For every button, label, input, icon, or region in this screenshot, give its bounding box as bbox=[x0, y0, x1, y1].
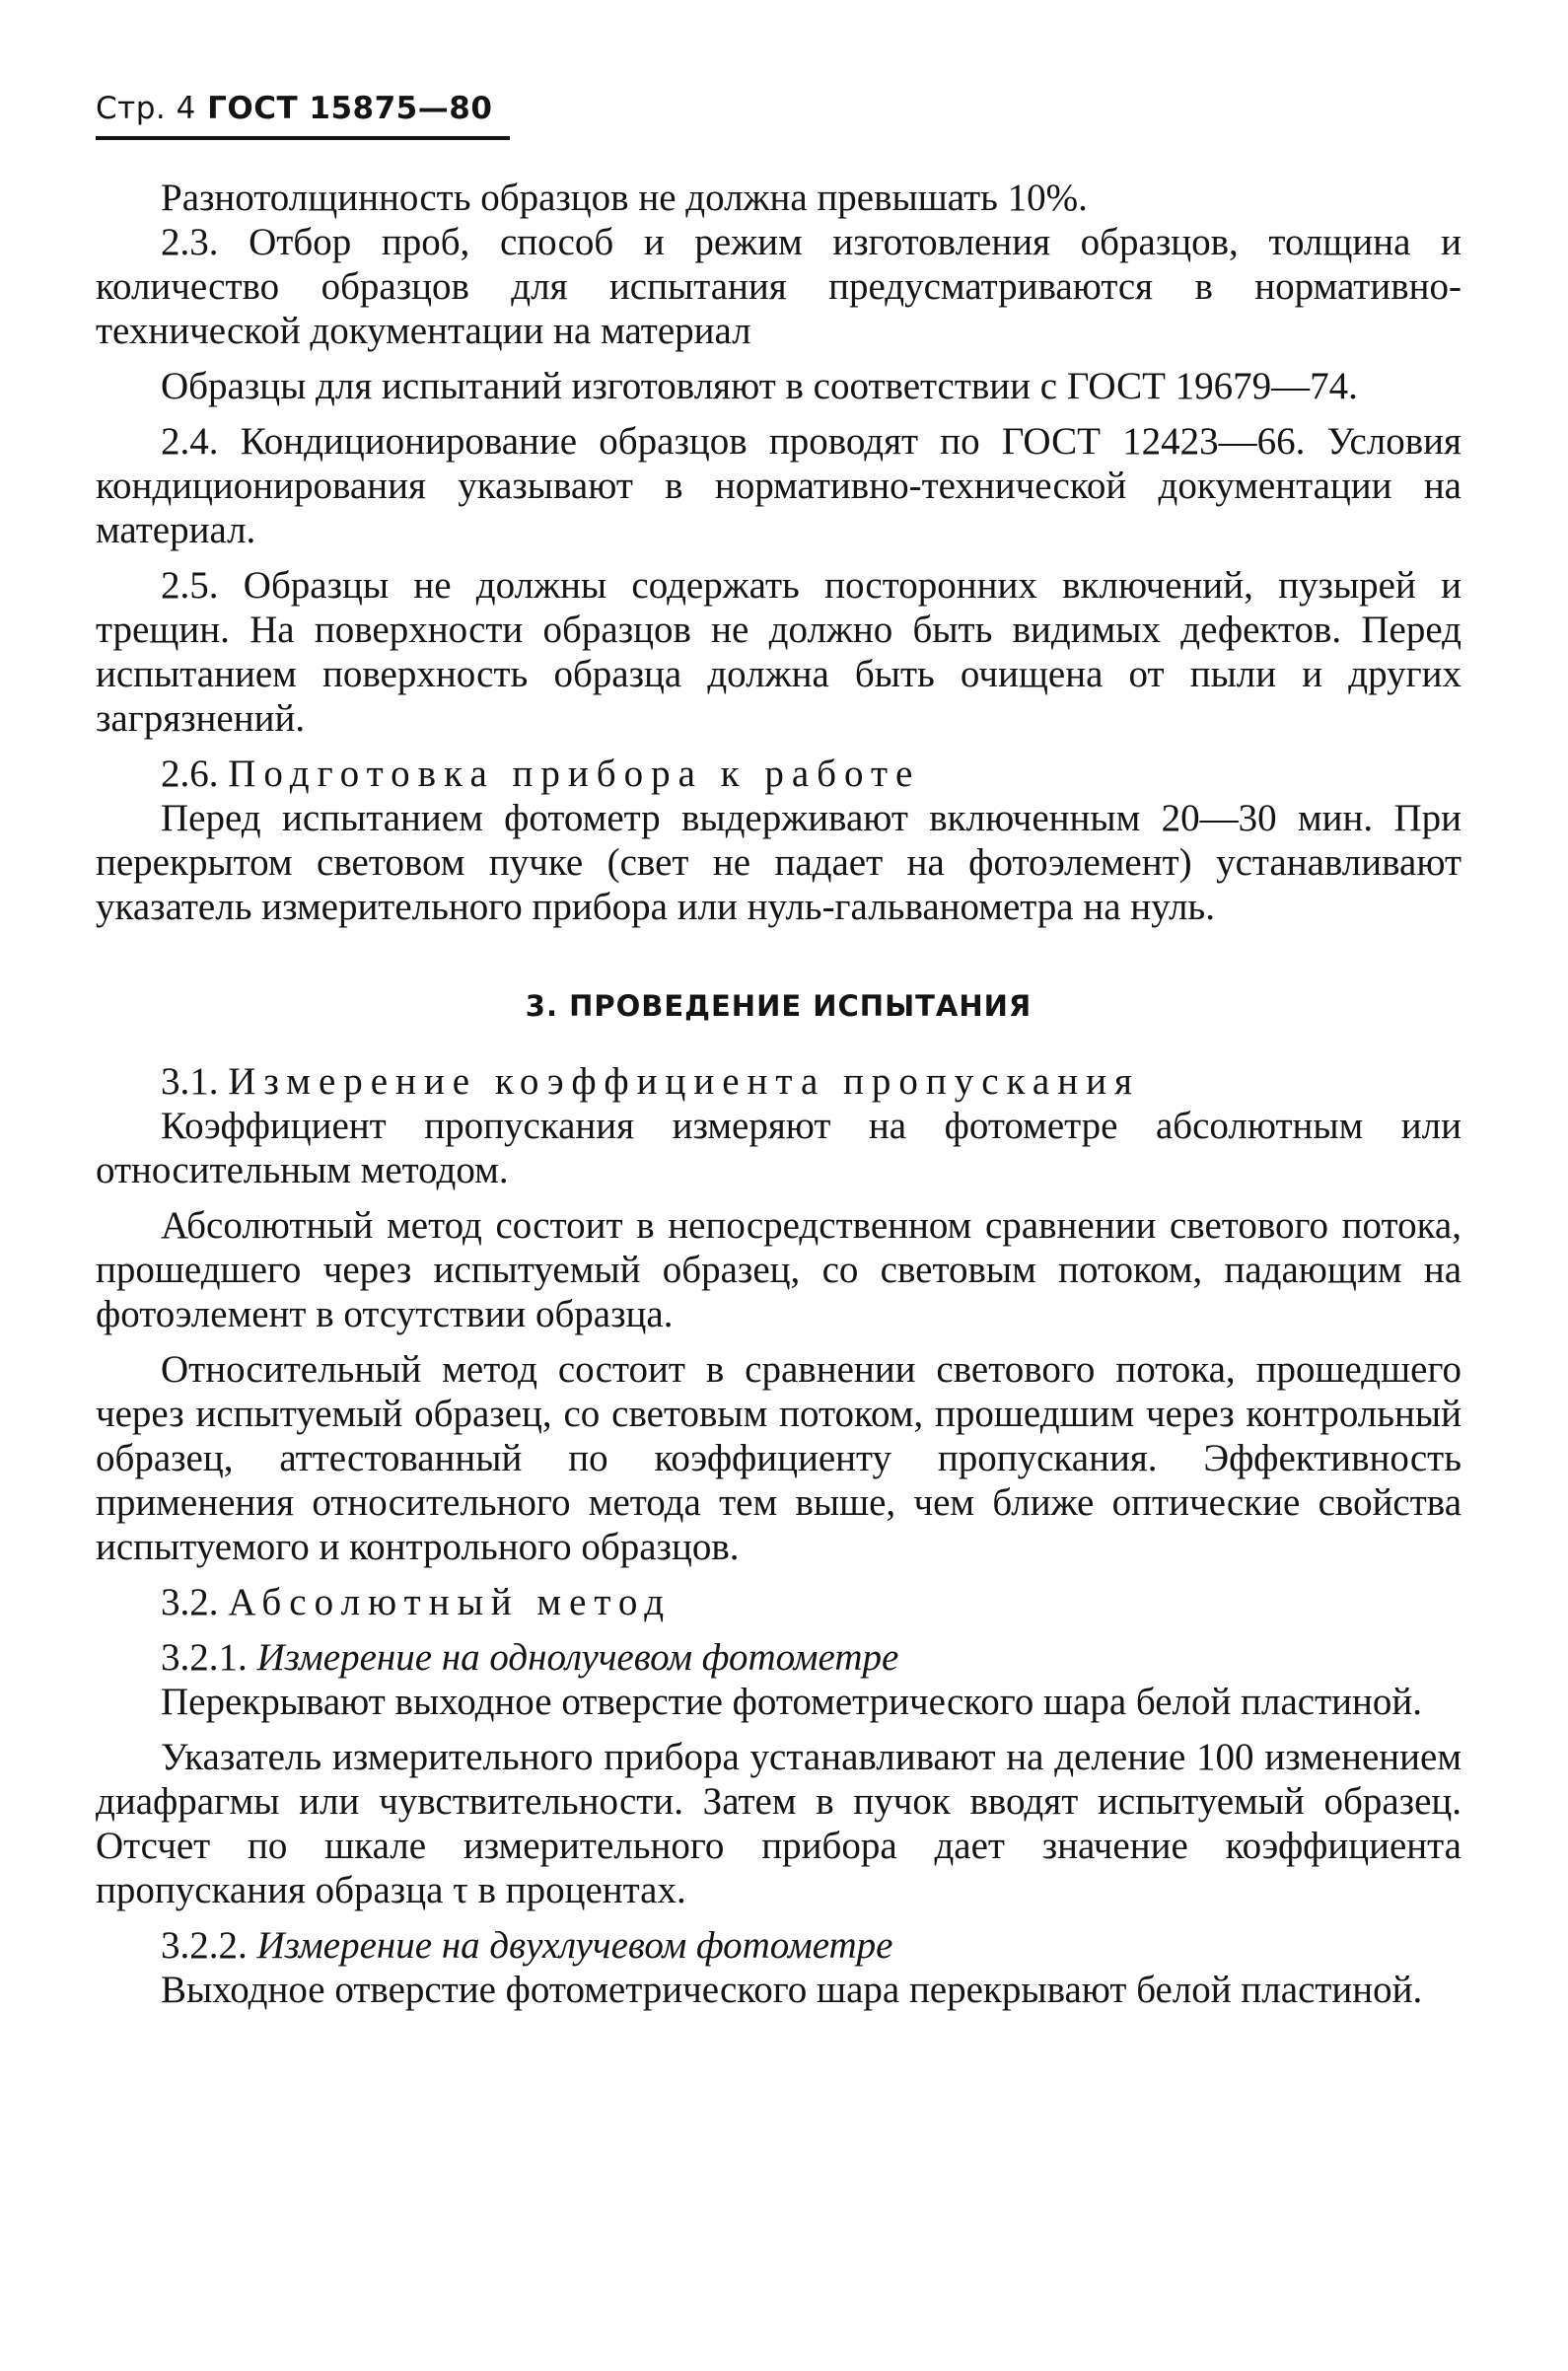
section-subheading bbox=[96, 1635, 1461, 1680]
section-subheading bbox=[96, 1580, 1461, 1624]
clause-number: 3.2. bbox=[161, 1581, 219, 1623]
clause-heading: Абсолютный метод bbox=[228, 1581, 673, 1623]
body-part-1 bbox=[96, 176, 1461, 929]
clause-number: 2.6. bbox=[161, 753, 219, 795]
paragraph: Перекрывают выходное отверстие фотометрического шара белой пластиной. bbox=[161, 1681, 1422, 1723]
standard-code: ГОСТ 15875—80 bbox=[207, 91, 493, 126]
body-part-2 bbox=[96, 1059, 1461, 2012]
section-title: 3. ПРОВЕДЕНИЕ ИСПЫТАНИЯ bbox=[525, 989, 1033, 1023]
clause-heading: Измерение на двухлучевом фотометре bbox=[256, 1924, 893, 1967]
paragraph: Относительный метод состоит в сравнении светового потока, прошедшего через испытуемый образец, со световым потоком, прошедшим через контрольный образец, аттестованный по коэффициенту пропускания. Эффективность применения относительного метода тем выше, чем ближе оптические свойства испытуемого и контрольного образцов. bbox=[96, 1348, 1461, 1568]
paragraph: Образцы для испытаний изготовляют в соответствии с ГОСТ 19679—74. bbox=[161, 365, 1358, 407]
clause-heading: Подготовка прибора к работе bbox=[228, 753, 921, 795]
section-subheading bbox=[96, 1923, 1461, 1968]
clause-heading: Измерение на однолучевом фотометре bbox=[256, 1636, 899, 1679]
page-header bbox=[96, 87, 1461, 130]
section-subheading bbox=[96, 1059, 1461, 1104]
clause-heading: Измерение коэффициента пропускания bbox=[228, 1060, 1140, 1103]
paragraph: Перед испытанием фотометр выдерживают включенным 20—30 мин. При перекрытом световом пучке (свет не падает на фотоэлемент) устанавливают указатель измерительного прибора или нуль-гальванометра на нуль. bbox=[96, 797, 1461, 928]
clause-number: 3.1. bbox=[161, 1060, 219, 1103]
paragraph: Выходное отверстие фотометрического шара перекрывают белой пластиной. bbox=[161, 1969, 1423, 2011]
paragraph: Абсолютный метод состоит в непосредственном сравнении светового потока, прошедшего через испытуемый образец, со световым потоком, падающим на фотоэлемент в отсутствии образца. bbox=[96, 1204, 1461, 1335]
paragraph: Разнотолщинность образцов не должна превышать 10%. bbox=[161, 177, 1088, 219]
paragraph: 2.4. Кондиционирование образцов проводят по ГОСТ 12423—66. Условия кондиционирования указывают в нормативно-технической документации на материал. bbox=[96, 420, 1461, 551]
clause-number: 3.2.2. bbox=[161, 1924, 248, 1967]
paragraph: 2.5. Образцы не должны содержать посторонних включений, пузырей и трещин. На поверхности образцов не должно быть видимых дефектов. Перед испытанием поверхность образца должна быть очищена от пыли и других загрязнений. bbox=[96, 564, 1461, 740]
header-rule bbox=[96, 136, 510, 140]
paragraph: 2.3. Отбор проб, способ и режим изготовления образцов, толщина и количество образцов для испытания предусматриваются в нормативно-технической документации на материал bbox=[96, 221, 1461, 352]
page-number: Стр. 4 bbox=[96, 91, 196, 126]
paragraph: Указатель измерительного прибора устанавливают на деление 100 изменением диафрагмы или чувствительности. Затем в пучок вводят испытуемый образец. Отсчет по шкале измерительного прибора дает значение коэффициента пропускания образца τ в процентах. bbox=[96, 1736, 1461, 1911]
section-subheading bbox=[96, 752, 1461, 796]
paragraph: Коэффициент пропускания измеряют на фотометре абсолютным или относительным методом. bbox=[96, 1105, 1461, 1191]
document-page bbox=[96, 87, 1461, 2012]
clause-number: 3.2.1. bbox=[161, 1636, 248, 1679]
